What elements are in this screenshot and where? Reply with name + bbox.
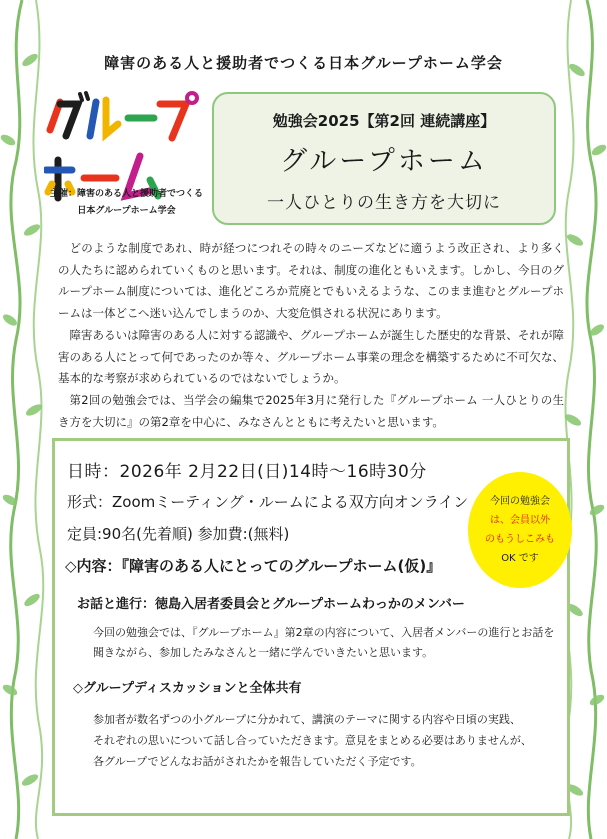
non-member-note-badge <box>468 472 572 588</box>
intro-paragraph-1: どのような制度であれ、時が経つにつれその時々のニーズなどに適うよう改正され、より多くの人たちに認められていくものと思います。それは、制度の進化ともいえます。しかし、今日のグループホーム制度については、進化どころか荒廃とでもいえるような、このまま進むとグループホームは一体どこへ迷い込んでしまうのか、大変危惧される状況にあります。 <box>58 241 564 321</box>
note-line-2 <box>490 511 550 530</box>
event-format: 形式：Zoomミーティング・ルームによる双方向オンライン <box>67 493 469 511</box>
note-line-1: 今回の勉強会 <box>490 496 550 507</box>
event-leaders: お話と進行：徳島入居者委員会とグループホームわっかのメンバー <box>77 597 465 612</box>
intro-paragraph-2: 障害あるいは障害のある人に対する認識や、グループホームが誕生した歴史的な背景、それが障害のある人にとって何であったのか等々、グループホーム事業の理念を構築するために不可欠な、基本的な考察が求められているのではないでしょうか。 <box>58 327 564 386</box>
note-line-4: OK です <box>501 553 539 564</box>
study-session-line: 勉強会2025【第2回 連続講座】 <box>272 112 496 130</box>
discussion-heading: ◇グループディスカッションと全体共有 <box>73 681 302 696</box>
main-title: グループホーム <box>280 146 488 177</box>
note-line-3: のもうしこみも <box>485 534 555 545</box>
subtitle: 一人ひとりの生き方を大切に <box>267 193 501 213</box>
intro-text <box>58 238 564 433</box>
discussion-description <box>93 709 563 772</box>
note-line-2-text: は、会員以外 <box>490 515 550 526</box>
event-date: 日時：2026年 2月22日(日)14時～16時30分 <box>67 462 427 482</box>
session-description: 今回の勉強会では、『グループホーム』第2章の内容について、入居者メンバーの進行とお話を聞きながら、参加したみなさんと一緒に学んでいきたいと思います。 <box>93 626 555 659</box>
discussion-line-2: それぞれの思いについて話し合っていただきます。意見をまとめる必要はありませんが、 <box>93 734 532 747</box>
event-content-title: ◇内容：『障害のある人にとってのグループホーム(仮)』 <box>65 557 442 575</box>
title-box <box>212 92 556 225</box>
organizer-line1: 障害のある人と援助者でつくる <box>77 189 204 199</box>
organization-header: 障害のある人と援助者でつくる日本グループホーム学会 <box>104 54 503 72</box>
organizer-block <box>44 186 209 220</box>
organizer-line2: 日本グループホーム学会 <box>77 206 176 216</box>
discussion-line-3: 各グループでどんなお話がされたかを報告していただく予定です。 <box>93 755 422 768</box>
event-capacity-fee: 定員:90名(先着順) 参加費:(無料) <box>67 525 290 543</box>
organizer-prefix: 主催： <box>49 189 77 199</box>
discussion-line-1: 参加者が数名ずつの小グループに分かれて、講演のテーマに関する内容や日頃の実践、 <box>93 713 521 726</box>
intro-paragraph-3: 第2回の勉強会では、当学会の編集で2025年3月に発行した『グループホーム 一人ひとりの生き方を大切に』の第2章を中心に、みなさんとともに考えたいと思います。 <box>58 392 564 429</box>
